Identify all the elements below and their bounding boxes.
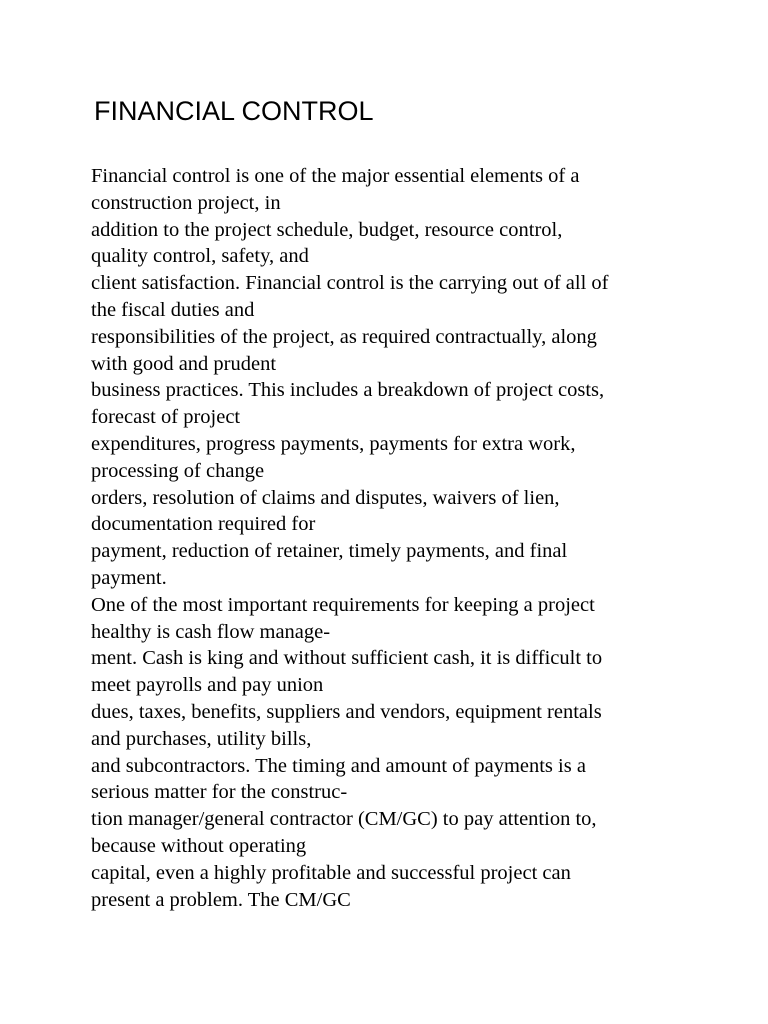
text-line: responsibilities of the project, as required contractually, along — [91, 325, 597, 348]
text-line: serious matter for the construc- — [91, 781, 348, 804]
text-line: processing of change — [91, 459, 265, 482]
text-line: forecast of project — [91, 406, 241, 429]
text-line: One of the most important requirements for keeping a project — [91, 593, 595, 616]
page-title: FINANCIAL CONTROL — [94, 96, 374, 126]
text-line: client satisfaction. Financial control is the carrying out of all of — [91, 272, 609, 295]
text-line: payment. — [91, 566, 167, 589]
text-line: meet payrolls and pay union — [91, 674, 324, 697]
body-text — [91, 163, 691, 913]
text-line: business practices. This includes a breakdown of project costs, — [91, 379, 605, 402]
text-line: capital, even a highly profitable and successful project can — [91, 861, 571, 884]
text-line: construction project, in — [91, 191, 281, 214]
text-line: documentation required for — [91, 513, 316, 536]
text-line: quality control, safety, and — [91, 245, 309, 268]
text-line: tion manager/general contractor (CM/GC) to pay attention to, — [91, 808, 597, 831]
text-line: present a problem. The CM/GC — [91, 888, 351, 911]
text-line: and subcontractors. The timing and amount of payments is a — [91, 754, 586, 777]
text-line: with good and prudent — [91, 352, 277, 375]
text-line: payment, reduction of retainer, timely payments, and final — [91, 540, 568, 563]
text-line: healthy is cash flow manage- — [91, 620, 331, 643]
text-line: because without operating — [91, 834, 307, 857]
text-line: the fiscal duties and — [91, 298, 255, 321]
text-line: and purchases, utility bills, — [91, 727, 312, 750]
text-line: addition to the project schedule, budget, resource control, — [91, 218, 563, 241]
text-line: dues, taxes, benefits, suppliers and vendors, equipment rentals — [91, 700, 602, 723]
text-line: Financial control is one of the major essential elements of a — [91, 165, 580, 187]
text-line: orders, resolution of claims and disputes, waivers of lien, — [91, 486, 560, 509]
text-line: ment. Cash is king and without sufficient cash, it is difficult to — [91, 647, 603, 670]
text-line: expenditures, progress payments, payments for extra work, — [91, 432, 576, 455]
